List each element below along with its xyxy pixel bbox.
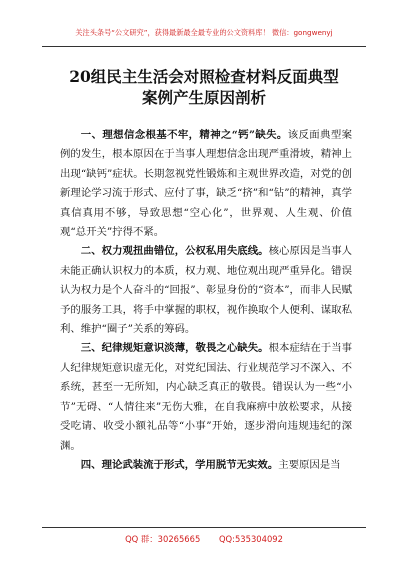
- footer-contact: [0, 533, 408, 545]
- title-line-2: 案例产生原因剖析: [141, 88, 266, 107]
- paragraph-heading: 二、权力观扭曲错位，公权私用失底线。: [80, 245, 269, 258]
- paragraph-text: 该反面典型案例的发生，根本原因在于当事人理想信念出现严重滑坡，精神上出现“缺钙”症状。长期忽视党性锻炼和主观世界改造，对党的创新理论学习流于形式、应付了事，缺乏“挤”和“钻”的精神，真学真信真用不够，导致思想“空心化”，世界观、人生观、价值观“总开关”拧得不紧。: [60, 129, 353, 239]
- paragraph-heading: 三、纪律规矩意识淡薄，敬畏之心缺失。: [80, 342, 269, 355]
- paragraph-text: 主要原因是当: [278, 458, 341, 471]
- paragraph-heading: 一、理想信念根基不牢，精神之“钙”缺失。: [80, 129, 288, 141]
- paragraph-3: [60, 339, 352, 455]
- paragraph-2: [60, 242, 352, 339]
- document-body: [60, 126, 352, 475]
- paragraph-text: 根本症结在于当事人纪律规矩意识虚无化，对党纪国法、行业规范学习不深入、不系统，甚至一无所知，内心缺乏真正的敬畏。错误认为一些“小节”无碍、“人情往来”无伤大雅，在自我麻痹中放松要求，从接受吃请、收受小额礼品等“小事”开始，逐步滑向违规违纪的深渊。: [60, 342, 353, 452]
- footer-qq-number: QQ:535304092: [218, 534, 283, 544]
- paragraph-text: 核心原因是当事人未能正确认识权力的本质，权力观、地位观出现严重异化。错误认为权力是个人奋斗的“回报”、彰显身份的“资本”，而非人民赋予的服务工具，将手中掌握的职权，视作换取个人便利、谋取私利、维护“圈子”关系的筹码。: [60, 245, 353, 336]
- document-title: [30, 66, 378, 108]
- footer-qq-group: QQ 群：30265665: [125, 534, 201, 544]
- title-line-1: 20组民主生活会对照检查材料反面典型: [69, 67, 339, 86]
- paragraph-1: [60, 126, 352, 242]
- footer-rule: [42, 527, 366, 528]
- paragraph-4: [60, 456, 352, 475]
- header-note: 关注头条号“公文研究”，获得最新最全最专业的公文资料库！ 微信：gongwenyj: [75, 28, 333, 37]
- paragraph-heading: 四、理论武装流于形式，学用脱节无实效。: [80, 458, 279, 471]
- header-rule: [42, 46, 366, 47]
